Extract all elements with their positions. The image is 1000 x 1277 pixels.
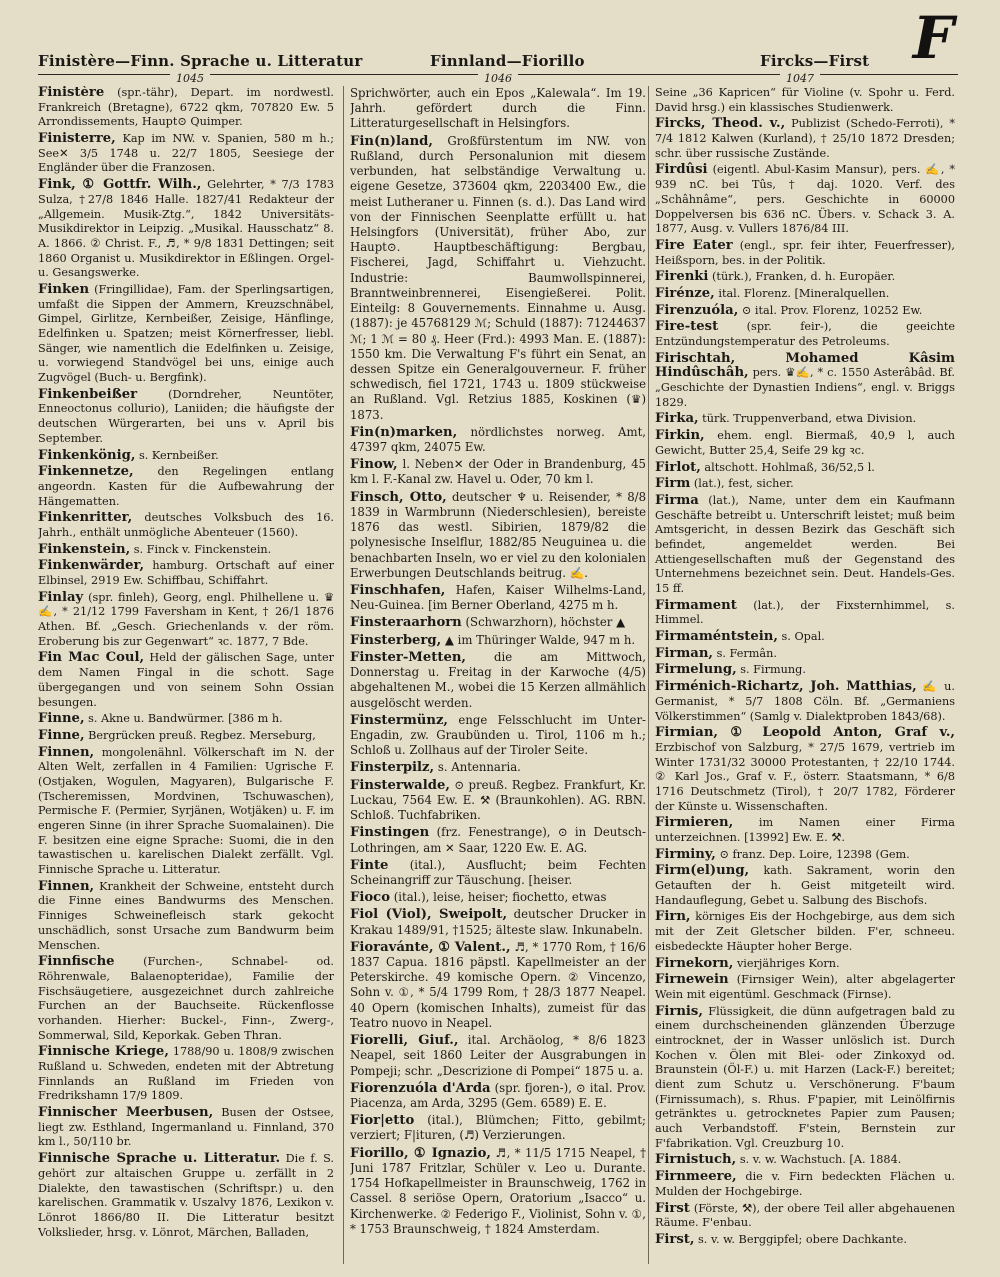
entry-text: Die f. S. gehört zur altaischen Gruppe u. zerfällt in 2 Dialekte, den tawastischen (Schriftspr.) u. den karelischen. Grammatik v. Uszalvy 1876, Lexikon v. Lönrot 1866/80 II. Die Litteratur besitzt Volkslieder, hrsg. v. Lönrot, Märchen, Balladen, bbox=[38, 1152, 334, 1239]
dictionary-entry bbox=[350, 86, 646, 132]
dictionary-entry bbox=[38, 729, 334, 744]
entry-headword: Fire-test bbox=[655, 319, 719, 335]
entry-headword: Firmian, ① Leopold Anton, Graf v., bbox=[655, 725, 955, 741]
entry-text: im Namen einer Firma unterzeichnen. [13992] Ew. E. ⚒. bbox=[655, 816, 955, 844]
entry-headword: Finnen, bbox=[38, 878, 95, 894]
entry-headword: Firmelung, bbox=[655, 662, 737, 678]
entry-headword: Fiorenzuóla d'Arda bbox=[350, 1080, 491, 1096]
column-divider bbox=[648, 86, 649, 1264]
entry-headword: Finsch, Otto, bbox=[350, 489, 447, 505]
entry-headword: Finnischer Meerbusen, bbox=[38, 1105, 214, 1121]
dictionary-entry bbox=[655, 412, 955, 427]
dictionary-entry bbox=[655, 477, 955, 492]
dictionary-entry bbox=[655, 494, 955, 597]
entry-text: (Furchen-, Schnabel- od. Röhrenwale, Balaenopteridae), Familie der Fischsäugetiere, ausgezeichnet durch zahlreiche Furchen an der Bauchseite. Rückenflosse vorhanden. Hierher: Buckel-, Finn-, Zwerg-, Sommerwal, Sild, Keporkak. Geben Thran. bbox=[38, 955, 334, 1042]
running-header-left: Finistère—Finn. Sprache u. Litteratur bbox=[38, 52, 363, 70]
entry-text: s. Kernbeißer. bbox=[139, 448, 219, 462]
dictionary-entry bbox=[350, 650, 646, 711]
entry-headword: Firménich-Richartz, Joh. Matthias, bbox=[655, 679, 917, 695]
entry-headword: Firma bbox=[655, 492, 699, 508]
dictionary-entry bbox=[655, 848, 955, 863]
dictionary-entry bbox=[350, 457, 646, 487]
dictionary-entry bbox=[655, 163, 955, 236]
dictionary-entry bbox=[38, 388, 334, 447]
dictionary-entry bbox=[350, 890, 646, 905]
dictionary-entry bbox=[38, 1152, 334, 1240]
entry-headword: Firnewein bbox=[655, 972, 729, 988]
entry-text: ⊙ ital. Prov. Florenz, 10252 Ew. bbox=[741, 303, 923, 317]
dictionary-entry bbox=[350, 907, 646, 937]
dictionary-entry bbox=[350, 1146, 646, 1237]
dictionary-entry bbox=[655, 270, 955, 285]
entry-text: deutscher Drucker in Krakau 1489/91, †1525; älteste slaw. Inkunabeln. bbox=[350, 907, 646, 937]
entry-headword: Finkenstein, bbox=[38, 541, 131, 557]
dictionary-entry bbox=[655, 117, 955, 161]
entry-headword: Fink, ① Gottfr. Wilh., bbox=[38, 177, 202, 193]
entry-text: s. v. w. Wachstuch. [A. 1884. bbox=[739, 1153, 902, 1167]
entry-text: ital. Archäolog, * 8/6 1823 Neapel, seit 1860 Leiter der Ausgrabungen in Pompeji; schr. „Descrizione di Pompei“ 1875 u. a. bbox=[350, 1033, 646, 1078]
entry-text: (frz. Fenestrange), ⊙ in Deutsch-Lothringen, am ✕ Saar, 1220 Ew. E. AG. bbox=[350, 825, 646, 855]
dictionary-entry bbox=[655, 726, 955, 814]
dictionary-entry bbox=[38, 178, 334, 281]
dictionary-entry bbox=[38, 712, 334, 727]
entry-headword: Firka, bbox=[655, 411, 699, 427]
entry-text: hamburg. Ortschaft auf einer Elbinsel, 2919 Ew. Schiffbau, Schiffahrt. bbox=[38, 559, 334, 587]
dictionary-entry bbox=[655, 663, 955, 678]
entry-text: (Schwarzhorn), höchster ▲ bbox=[465, 615, 626, 630]
entry-headword: Fin(n)land, bbox=[350, 133, 433, 149]
entry-text: nördlichstes norweg. Amt, 47397 qkm, 24075 Ew. bbox=[350, 424, 646, 455]
entry-text: (engl., spr. feir ihter, Feuerfresser), Heißsporn, bes. in der Politik. bbox=[655, 238, 955, 267]
running-header-right: Fircks—First bbox=[760, 52, 870, 70]
entry-text: ⊙ franz. Dep. Loire, 12398 (Gem. bbox=[719, 847, 910, 861]
dictionary-entry bbox=[655, 630, 955, 645]
entry-headword: Finstermünz, bbox=[350, 712, 449, 728]
dictionary-entry bbox=[655, 1233, 955, 1248]
entry-headword: Firminy, bbox=[655, 846, 716, 862]
entry-headword: Finne, bbox=[38, 711, 85, 727]
dictionary-entry bbox=[350, 134, 646, 423]
dictionary-entry bbox=[350, 583, 646, 613]
dictionary-entry bbox=[350, 1113, 646, 1143]
dictionary-entry bbox=[38, 543, 334, 558]
entry-text: türk. Truppenverband, etwa Division. bbox=[702, 412, 917, 426]
section-letter: F bbox=[912, 4, 954, 72]
entry-headword: Firmieren, bbox=[655, 815, 734, 831]
entry-text: (spr. fjoren-), ⊙ ital. Prov. Piacenza, am Arda, 3295 (Gem. 6589) E. E. bbox=[350, 1080, 646, 1110]
entry-headword: Finsterberg, bbox=[350, 632, 442, 648]
dictionary-entry bbox=[655, 239, 955, 268]
dictionary-entry bbox=[655, 816, 955, 845]
entry-text: Erzbischof von Salzburg, * 27/5 1679, vertrieb im Winter 1731/32 30000 Protestanten, † 22/10 1744. ② Karl Jos., Graf v. F., österr. Staatsmann, * 6/8 1716 Deutschmetz (Tirol), † 20/7 1782, Förderer der Künste u. Wissenschaften. bbox=[655, 740, 955, 813]
dictionary-entry bbox=[655, 647, 955, 662]
entry-headword: First bbox=[655, 1200, 690, 1216]
entry-headword: Fircks, Theod. v., bbox=[655, 116, 786, 132]
entry-text: s. Firmung. bbox=[740, 663, 806, 677]
entry-text: ♬, * 1770 Rom, † 16/6 1837 Capua. 1816 päpstl. Kapellmeister an der Peterskirche. 49 komische Opern. ② Vincenzo, Sohn v. ①, * 5/4 1799 Rom, † 28/3 1877 Neapel. 40 Opern (komischen Inhalts), zumeist für das Teatro nuovo in Neapel. bbox=[350, 939, 646, 1030]
entry-text: (spr. feir-), die geeichte Entzündungstemperatur des Petroleums. bbox=[655, 320, 955, 348]
entry-text: Flüssigkeit, die dünn aufgetragen bald zu einem durchscheinenden glänzenden Überzuge eintrocknet, der in Wasser unlöslich ist. Durch Kochen v. Ölen mit Blei- oder Zinkoxyd od. Braunstein (Öl-F.) u. mit Harzen (Lack-F.) bereitet; dient zum Schutz u. Verschönerung. F'baum (Firnissumach), s. Rhus. F'papier, mit Leinölfirnis getränktes u. getrocknetes Papier zum Pausen; auch Verbandstoff. F'stein, Bernstein zur F'fabrikation. Vgl. Creuzburg 10. bbox=[655, 1004, 955, 1150]
entry-text: s. Finck v. Finckenstein. bbox=[133, 542, 272, 556]
entry-headword: Finsteraarhorn bbox=[350, 615, 462, 631]
entry-text: ehem. engl. Biermaß, 40,9 l, auch Gewicht, Butter 25,4, Seife 29 kg ꝛc. bbox=[655, 429, 955, 457]
entry-text: pers. ♛✍, * c. 1550 Asterâbâd. Bf. „Geschichte der Dynastien Indiens“, engl. v. Briggs 1829. bbox=[655, 366, 955, 409]
entry-headword: Finkenwärder, bbox=[38, 558, 145, 574]
entry-text: (lat.), Name, unter dem ein Kaufmann Geschäfte betreibt u. Unterschrift leistet; muß beim Amtsgericht, in dessen Bezirk das Geschäft sich befindet, angemeldet werden. Bei Attiengesellschaften muß der Gegenstand des Unternehmens bezeichnet sein. Deut. Handels-Ges. 15 ff. bbox=[655, 493, 955, 595]
entry-headword: Finkenritter, bbox=[38, 510, 133, 526]
entry-headword: Firn, bbox=[655, 909, 691, 925]
entry-text: (eigentl. Abul-Kasim Mansur), pers. ✍, * 939 nC. bei Tûs, † daj. 1020. Verf. des „Schâhnâme“, pers. Geschichte in 60000 Doppelversen bis 636 nC. Übers. v. Schack 3. A. 1877, Ausg. v. Vullers 1876/84 III. bbox=[655, 163, 955, 236]
entry-headword: Finnen, bbox=[38, 744, 95, 760]
dictionary-entry bbox=[38, 1045, 334, 1104]
entry-text: Held der gälischen Sage, unter dem Namen Fingal in die schott. Sage übergegangen und von seinem Sohn Ossian besungen. bbox=[38, 651, 334, 709]
entry-text: ▲ im Thüringer Walde, 947 m h. bbox=[444, 632, 636, 647]
dictionary-entry bbox=[655, 1153, 955, 1168]
entry-text: Publizist (Schedo-Ferroti), * 7/4 1812 Kalwen (Kurland), † 25/10 1872 Dresden; schr. über russische Zustände. bbox=[655, 117, 955, 160]
dictionary-entry bbox=[38, 132, 334, 176]
entry-text: körniges Eis der Hochgebirge, aus dem sich mit der Zeit Gletscher bilden. F'er, schneeu. eisbedeckte Häupter hoher Berge. bbox=[655, 910, 955, 953]
entry-text: deutscher ♆ u. Reisender, * 8/8 1839 in Warmbrunn (Niederschlesien), bereiste 1876 das westl. Sibirien, 1879/82 die polynesische Inselflur, 1882/85 Neuguinea u. die benachbarten Inseln, wo er viel zu den kolonialen Erwerbungen Deutschlands beitrug. ✍. bbox=[350, 489, 646, 580]
dictionary-entry bbox=[350, 1033, 646, 1079]
dictionary-entry bbox=[350, 858, 646, 888]
entry-text: ✍ u. Germanist, * 5/7 1808 Cöln. Bf. „Germaniens Völkerstimmen“ (Samlg v. Dialektproben 1843/68). bbox=[655, 680, 955, 723]
dictionary-entry bbox=[350, 778, 646, 824]
entry-headword: Finsterpilz, bbox=[350, 760, 435, 776]
entry-text: die am Mittwoch, Donnerstag u. Freitag in der Karwoche (4/5) abgehaltenen M., wobei die 15 Kerzen allmählich ausgelöscht werden. bbox=[350, 649, 646, 710]
dictionary-entry bbox=[350, 425, 646, 455]
page-number-left: 1045 bbox=[170, 72, 210, 85]
entry-headword: Firenzuóla, bbox=[655, 302, 739, 318]
entry-headword: Fire Eater bbox=[655, 237, 733, 253]
entry-text: kath. Sakrament, worin den Getauften der h. Geist mitgeteilt wird. Handauflegung, Gebet u. Salbung des Bischofs. bbox=[655, 864, 955, 907]
entry-headword: First, bbox=[655, 1231, 695, 1247]
dictionary-entry bbox=[38, 283, 334, 386]
entry-headword: Fin Mac Coul, bbox=[38, 650, 145, 666]
dictionary-entry bbox=[350, 633, 646, 648]
entry-text: (ital.), Blümchen; Fitto, gebilmt; verziert; F|ituren, (♬) Verzierungen. bbox=[350, 1113, 646, 1143]
entry-text: (Förste, ⚒), der obere Teil aller abgehauenen Räume. F'enbau. bbox=[655, 1201, 955, 1230]
dictionary-entry bbox=[350, 490, 646, 581]
entry-text: Gelehrter, * 7/3 1783 Sulza, †27/8 1846 Halle. 1827/41 Redakteur der „Allgemein. Musik-Ztg.“, 1842 Universitäts-Musikdirektor in Leipzig. „Musikal. Hausschatz“ 8. A. 1866. ② Christ. F., ♬, * 9/8 1831 Dettingen; seit 1860 Organist u. Musikdirektor in Eßlingen. Orgel- u. Gesangswerke. bbox=[38, 178, 334, 280]
entry-text: Bergrücken preuß. Regbez. Merseburg, bbox=[88, 728, 316, 742]
dictionary-entry bbox=[655, 429, 955, 458]
page-number-right: 1047 bbox=[780, 72, 820, 85]
dictionary-entry bbox=[38, 651, 334, 710]
entry-headword: Fioco bbox=[350, 890, 390, 906]
entry-headword: Fior|etto bbox=[350, 1113, 415, 1129]
page-number-center: 1046 bbox=[478, 72, 518, 85]
entry-headword: Finlay bbox=[38, 589, 84, 605]
entry-text: (spr. finleh), Georg, engl. Philhellene u. ♛✍, * 21/12 1799 Faversham in Kent, † 26/1 1876 Athen. Bf. „Gesch. Griechenlands v. der röm. Eroberung bis zur Gegenwart“ ꝛc. 1877, 7 Bde. bbox=[38, 590, 334, 648]
entry-headword: Firénze, bbox=[655, 285, 715, 301]
dictionary-entry bbox=[655, 599, 955, 628]
dictionary-entry bbox=[38, 449, 334, 464]
entry-text: vierjähriges Korn. bbox=[736, 956, 840, 970]
dictionary-entry bbox=[38, 591, 334, 650]
entry-headword: Fin(n)marken, bbox=[350, 424, 458, 440]
dictionary-entry bbox=[350, 760, 646, 775]
entry-headword: Firkin, bbox=[655, 428, 705, 444]
entry-headword: Finsterwalde, bbox=[350, 777, 450, 793]
dictionary-entry bbox=[655, 680, 955, 724]
dictionary-entry bbox=[655, 86, 955, 115]
dictionary-entry bbox=[655, 287, 955, 302]
entry-headword: Fioravánte, ① Valent., bbox=[350, 939, 511, 955]
entry-headword: Finte bbox=[350, 857, 389, 873]
entry-text: s. Akne u. Bandwürmer. [386 m h. bbox=[88, 712, 283, 726]
entry-headword: Finkenkönig, bbox=[38, 447, 136, 463]
entry-headword: Firmament bbox=[655, 597, 737, 613]
entry-text: Kap im NW. v. Spanien, 580 m h.; See✕ 3/5 1748 u. 22/7 1805, Seesiege der Engländer über die Franzosen. bbox=[38, 132, 334, 175]
dictionary-entry bbox=[38, 511, 334, 540]
entry-headword: Firnmeere, bbox=[655, 1169, 737, 1185]
entry-text: (ital.), leise, heiser; fiochetto, etwas bbox=[393, 890, 607, 905]
column-2 bbox=[350, 86, 646, 1266]
dictionary-entry bbox=[655, 304, 955, 319]
entry-headword: Firman, bbox=[655, 645, 713, 661]
entry-headword: Finnische Sprache u. Litteratur. bbox=[38, 1151, 281, 1167]
entry-headword: Firm(el)ung, bbox=[655, 863, 750, 879]
entry-headword: Finne, bbox=[38, 727, 85, 743]
column-3 bbox=[655, 86, 955, 1266]
dictionary-entry bbox=[350, 940, 646, 1031]
dictionary-entry bbox=[655, 957, 955, 972]
entry-headword: Finschhafen, bbox=[350, 583, 446, 598]
dictionary-entry bbox=[655, 864, 955, 908]
entry-headword: Firnekorn, bbox=[655, 955, 734, 971]
entry-text: deutsches Volksbuch des 16. Jahrh., enthält unmögliche Abenteuer (1560). bbox=[38, 511, 334, 539]
entry-headword: Finstingen bbox=[350, 825, 430, 841]
entry-headword: Finow, bbox=[350, 457, 398, 473]
column-divider bbox=[343, 86, 344, 1264]
dictionary-entry bbox=[655, 910, 955, 954]
entry-text: die v. Firn bedeckten Flächen u. Mulden der Hochgebirge. bbox=[655, 1170, 955, 1198]
entry-headword: Firmaméntstein, bbox=[655, 629, 778, 645]
entry-headword: Finster-Metten, bbox=[350, 649, 467, 665]
entry-text: ♬, * 11/5 1715 Neapel, † Juni 1787 Fritzlar, Schüler v. Leo u. Durante. 1754 Hofkapellmeister in Braunschweig, 1762 in Cassel. 8 seriöse Opern, Oratorium „Isacco“ u. Kirchenwerke. ② Federigo F., Violinist, Sohn v. ①, * 1753 Braunschweig, † 1824 Amsterdam. bbox=[350, 1145, 646, 1236]
entry-text: 1788/90 u. 1808/9 zwischen Rußland u. Schweden, endeten mit der Abtretung Finnlands an Rußland im Frieden von Fredrikshamn 17/9 1809. bbox=[38, 1045, 334, 1103]
dictionary-entry bbox=[655, 352, 955, 411]
entry-text: ital. Florenz. [Mineralquellen. bbox=[718, 286, 890, 300]
entry-headword: Finistère bbox=[38, 86, 105, 100]
entry-text: Großfürstentum im NW. von Rußland, durch Personalunion mit diesem verbunden, hat selbständige Verwaltung u. eigene Gesetze, 373604 qkm, 2203400 Ew., die meist Lutheraner u. Finnen (s. d.). Das Land wird von der Finnischen Seenplatte erfüllt u. hat Helsingfors (Universität), früher Abo, zur Haupt⊙. Hauptbeschäftigung: Bergbau, Fischerei, Jagd, Schiffahrt u. Viehzucht. Industrie: Baumwollspinnerei, Branntweinbrennerei, Eisengießerei. Polit. Einteilg: 8 Gouvernements. Einnahme u. Ausg. (1887): je 45768129 ℳ; Schuld (1887): 71244637 ℳ; 1 ℳ = 80 ₰. Heer (Frd.): 4993 Man. E. (1887): 1550 km. Die Verwaltung F's führt ein Senat, an dessen Spitze ein Generalgouverneur. F. früher schwedisch, fiel 1721, 1743 u. 1809 stückweise an Rußland. Vgl. Retzius 1885, Koskinen (♛) 1873. bbox=[350, 133, 646, 422]
entry-text: s. Opal. bbox=[781, 630, 825, 644]
entry-text: altschott. Hohlmaß, 36/52,5 l. bbox=[704, 460, 875, 474]
entry-text: Seine „36 Kapricen“ für Violine (v. Spohr u. Ferd. David hrsg.) ein klassisches Studienwerk. bbox=[655, 86, 955, 114]
dictionary-entry bbox=[38, 465, 334, 509]
entry-headword: Firischtah, Mohamed Kâsim Hindûschâh, bbox=[655, 350, 955, 381]
dictionary-entry bbox=[350, 615, 646, 630]
entry-text: Busen der Ostsee, liegt zw. Esthland, Ingermanland u. Finnland, 370 km l., 50/110 br. bbox=[38, 1106, 334, 1149]
dictionary-entry bbox=[350, 1081, 646, 1111]
entry-text: mongolenähnl. Völkerschaft im N. der Alten Welt, zerfallen in 4 Familien: Ugrische F. (Ostjaken, Wogulen, Magyaren), Bulgarische F. (Tscheremissen, Mordvinen, Tschuwaschen), Permische F. (Permier, Syrjänen, Wotjäken) u. F. im engeren Sinne (in ihrer Sprache Suomalainen). Die F. besitzen eine eigne Sprache: Suomi, die in den tawastischen u. karelischen Dialekt zerfällt. Vgl. Finnische Sprache u. Litteratur. bbox=[38, 745, 334, 877]
dictionary-entry bbox=[350, 825, 646, 855]
entry-headword: Finkenbeißer bbox=[38, 386, 138, 402]
dictionary-entry bbox=[38, 955, 334, 1043]
entry-headword: Finisterre, bbox=[38, 131, 116, 147]
entry-text: l. Neben✕ der Oder in Brandenburg, 45 km l. F.-Kanal zw. Havel u. Oder, 70 km l. bbox=[350, 457, 646, 487]
entry-text: Krankheit der Schweine, entsteht durch die Finne eines Bandwurms des Menschen. Finniges Schweinefleisch stark gekocht unschädlich, sonst Ursache zum Bandwurm beim Menschen. bbox=[38, 879, 334, 952]
entry-text: Hafen, Kaiser Wilhelms-Land, Neu-Guinea. [im Berner Oberland, 4275 m h. bbox=[350, 583, 646, 613]
entry-text: s. Antennaria. bbox=[437, 760, 521, 775]
entry-headword: Firm bbox=[655, 476, 691, 492]
dictionary-entry bbox=[655, 1202, 955, 1231]
entry-text: s. Fermân. bbox=[716, 646, 777, 660]
entry-headword: Finnfische bbox=[38, 954, 115, 970]
entry-text: den Regelingen entlang angeordn. Kasten für die Aufbewahrung der Hängematten. bbox=[38, 465, 334, 508]
entry-headword: Firnistuch, bbox=[655, 1152, 737, 1168]
entry-headword: Fiorillo, ① Ignazio, bbox=[350, 1145, 492, 1161]
entry-text: s. v. w. Berggipfel; obere Dachkante. bbox=[698, 1232, 907, 1246]
entry-headword: Finkennetze, bbox=[38, 464, 134, 480]
entry-text: ⊙ preuß. Regbez. Frankfurt, Kr. Luckau, 7564 Ew. E. ⚒ (Braunkohlen). AG. RBN. Schloß. Tuchfabriken. bbox=[350, 777, 646, 823]
entry-text: enge Felsschlucht im Unter-Engadin, zw. Graubünden u. Tirol, 1106 m h.; Schloß u. Zollhaus auf der Tiroler Seite. bbox=[350, 712, 646, 758]
entry-text: (Firnsiger Wein), alter abgelagerter Wein mit eigentüml. Geschmack (Firnse). bbox=[655, 973, 955, 1001]
entry-text: (lat.), der Fixsternhimmel, s. Himmel. bbox=[655, 598, 955, 627]
entry-text: (türk.), Franken, d. h. Europäer. bbox=[712, 270, 896, 284]
entry-text: Sprichwörter, auch ein Epos „Kalewala“. Im 19. Jahrh. gefördert durch die Finn. Litteraturgesellschaft in Helsingfors. bbox=[350, 86, 646, 131]
entry-text: (ital.), Ausflucht; beim Fechten Scheinangriff zur Täuschung. [heiser. bbox=[350, 857, 646, 887]
dictionary-entry bbox=[350, 713, 646, 759]
dictionary-entry bbox=[38, 1106, 334, 1150]
running-header-center: Finnland—Fiorillo bbox=[430, 52, 585, 70]
entry-text: (Dorndreher, Neuntöter, Enneoctonus collurio), Laniiden; die häufigste der deutschen Würgerarten, bei uns v. April bis September. bbox=[38, 387, 334, 445]
entry-text: (Fringillidae), Fam. der Sperlingsartigen, umfaßt die Sippen der Ammern, Kreuzschnäbel, Gimpel, Girlitze, Kernbeißer, Zeisige, Hänflinge, Edelfinken u. Spatzen; meist Körnerfresser, liebl. Sänger, wie namentlich die Edelfinken u. Zeisige, u. vorwiegend Standvögel bei uns, einige auch Zugvögel (Buch- u. Bergfink). bbox=[38, 282, 334, 385]
entry-headword: Firlot, bbox=[655, 459, 701, 475]
entry-text: (lat.), fest, sicher. bbox=[693, 477, 794, 491]
entry-headword: Finnische Kriege, bbox=[38, 1044, 169, 1060]
dictionary-entry bbox=[38, 86, 334, 130]
dictionary-entry bbox=[38, 746, 334, 878]
dictionary-entry bbox=[38, 559, 334, 588]
entry-headword: Fiorelli, Giuf., bbox=[350, 1033, 459, 1049]
dictionary-entry bbox=[655, 1005, 955, 1152]
entry-headword: Firenki bbox=[655, 269, 709, 285]
running-headers bbox=[38, 52, 868, 74]
entry-headword: Firdûsi bbox=[655, 162, 708, 178]
dictionary-entry bbox=[655, 320, 955, 349]
entry-text: (spr.-tähr), Depart. im nordwestl. Frankreich (Bretagne), 6722 qkm, 707820 Ew. 5 Arrondissements, Haupt⊙ Quimper. bbox=[38, 86, 334, 129]
column-1 bbox=[38, 86, 334, 1266]
entry-headword: Firnis, bbox=[655, 1003, 703, 1019]
dictionary-entry bbox=[655, 461, 955, 476]
dictionary-entry bbox=[655, 973, 955, 1002]
dictionary-entry bbox=[38, 880, 334, 953]
entry-headword: Finken bbox=[38, 281, 90, 297]
entry-headword: Fiol (Viol), Sweipolt, bbox=[350, 907, 508, 923]
dictionary-entry bbox=[655, 1170, 955, 1199]
